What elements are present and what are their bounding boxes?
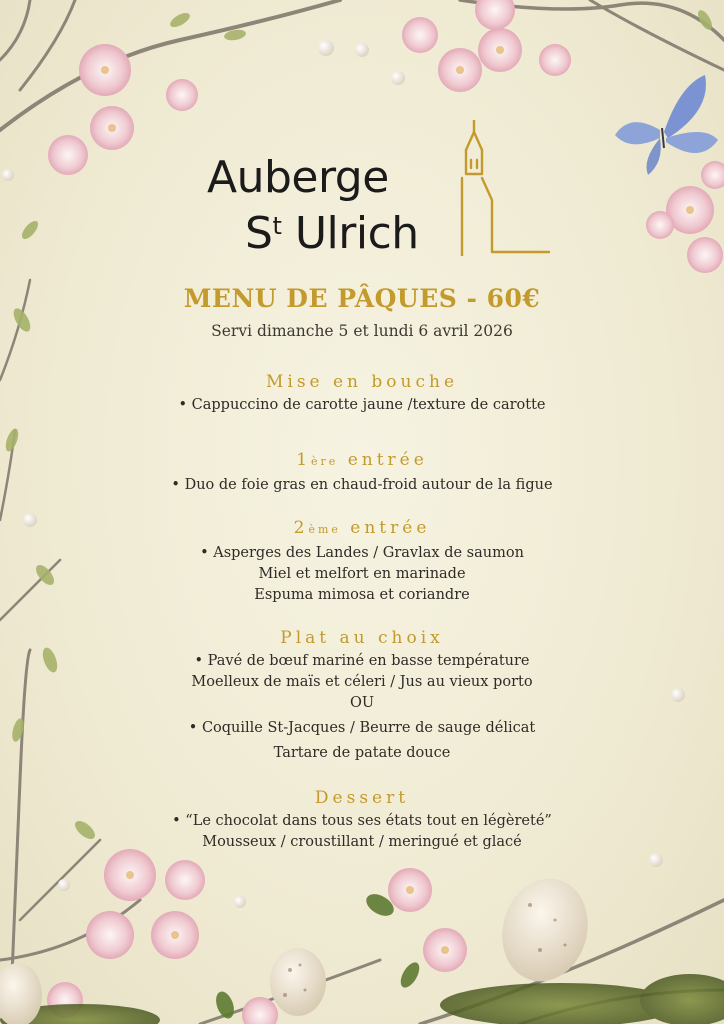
menu-line: • Duo de foie gras en chaud-froid autour de la figue (171, 477, 553, 493)
section-first-starter (0, 447, 724, 496)
menu-line: Moelleux de maïs et céleri / Jus au vieux porto (191, 674, 533, 690)
logo-st-ulrich: $S^t$ Ulrich (245, 208, 419, 259)
menu-line: Tartare de patate douce (273, 745, 451, 761)
menu-line: Mousseux / croustillant / meringué et glacé (202, 834, 522, 850)
section-second-starter (0, 515, 724, 606)
section-title: Plat au choix (280, 628, 444, 648)
menu-title: MENU DE PÂQUES - 60€ (183, 284, 541, 313)
church-steeple-icon (427, 120, 552, 256)
logo (205, 120, 550, 260)
menu-line: • Asperges des Landes / Gravlax de saumon (200, 545, 524, 561)
section-title: 1ère entrée (296, 450, 428, 470)
section-title: Dessert (314, 788, 410, 808)
section-dessert (0, 785, 724, 853)
menu-subtitle: Servi dimanche 5 et lundi 6 avril 2026 (211, 322, 513, 340)
section-title: Mise en bouche (265, 372, 459, 392)
menu-line: • Pavé de bœuf mariné en basse température (194, 653, 530, 669)
menu-line: Espuma mimosa et coriandre (254, 587, 470, 603)
menu-line: Miel et melfort en marinade (258, 566, 466, 582)
menu-line: • Coquille St-Jacques / Beurre de sauge délicat (188, 720, 536, 736)
menu-line: • Cappuccino de carotte jaune /texture de carotte (178, 397, 546, 413)
menu-line: • “Le chocolat dans tous ses états tout en légèreté” (172, 813, 552, 829)
section-main-course (0, 625, 724, 764)
section-title: 2ème entrée (293, 518, 431, 538)
section-mise-en-bouche (0, 369, 724, 416)
menu-line: OU (349, 695, 375, 711)
logo-auberge: Auberge (207, 152, 389, 203)
